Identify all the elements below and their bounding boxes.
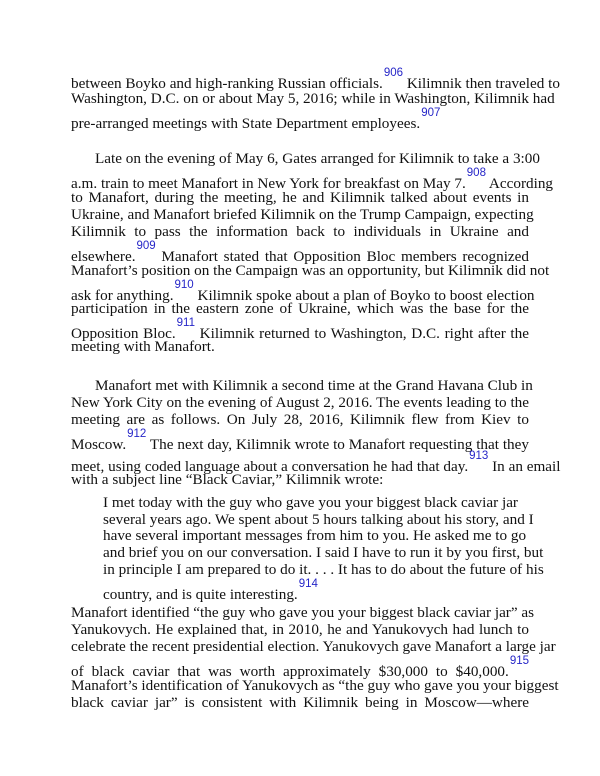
line-text: black caviar jar” is consistent with Kilimnik being in Moscow—where	[71, 694, 529, 711]
text-line	[71, 90, 555, 107]
text-line	[71, 604, 535, 621]
line-text: Manafort met with Kilimnik a second time at the Grand Havana Club in	[95, 377, 533, 394]
text-line	[71, 338, 529, 355]
quote-line	[103, 544, 544, 561]
line-text: Manafort stated that Opposition Bloc members recognized	[155, 248, 529, 266]
line-text: Kilimnik spoke about a plan of Boyko to boost election	[193, 287, 535, 305]
line-text: celebrate the recent presidential election. Yanukovych gave Manafort a large jar	[71, 638, 556, 655]
line-text: Ukraine, and Manafort briefed Kilimnik on the Trump Campaign, expecting	[71, 206, 534, 223]
footnote-ref[interactable]: 913	[469, 450, 489, 462]
text-line	[71, 223, 529, 240]
line-text: a.m. train to meet Manafort in New York for breakfast on May 7.	[71, 175, 466, 193]
text-line	[71, 428, 529, 454]
text-line	[71, 394, 529, 411]
line-text: and brief you on our conversation. I said I have to run it by you first, but	[103, 544, 544, 561]
footnote-ref[interactable]: 912	[127, 428, 147, 440]
text-line	[71, 694, 529, 711]
quote-line	[103, 578, 518, 604]
line-text: country, and is quite interesting.	[103, 586, 298, 604]
line-text: I met today with the guy who gave you your biggest black caviar jar	[103, 494, 518, 511]
line-text: Kilimnik then traveled to	[403, 75, 560, 93]
text-line	[95, 150, 540, 167]
line-text: have several important messages from him to you. He asked me to go	[103, 527, 527, 544]
line-text: in principle I am prepared to do it. . . . It has to do about the future of his	[103, 561, 544, 578]
line-text: Moscow.	[71, 436, 127, 454]
line-text: pre-arranged meetings with State Department employees.	[71, 115, 421, 133]
line-text: meeting are as follows. On July 28, 2016, Kilimnik flew from Kiev to	[71, 411, 529, 428]
footnote-ref[interactable]: 909	[136, 240, 156, 252]
line-text: According	[485, 175, 554, 193]
footnote-ref[interactable]: 907	[421, 107, 441, 119]
line-text: with a subject line “Black Caviar,” Kilimnik wrote:	[71, 471, 384, 488]
text-line	[71, 300, 529, 317]
line-text: Kilimnik returned to Washington, D.C. right after the	[195, 325, 529, 343]
footnote-ref[interactable]: 915	[509, 655, 529, 667]
text-line	[71, 67, 560, 93]
text-line	[71, 107, 529, 133]
line-text: of black caviar that was worth approximately $30,000 to $40,000.	[71, 663, 509, 681]
footnote-ref[interactable]: 908	[466, 167, 486, 179]
line-text: Yanukovych. He explained that, in 2010, he and Yanukovych had lunch to	[71, 621, 529, 638]
line-text: meet, using coded language about a conversation he had that day.	[71, 458, 469, 476]
text-line	[71, 206, 534, 223]
text-line	[71, 262, 550, 279]
text-line	[71, 621, 529, 638]
text-line	[95, 377, 533, 394]
line-text: Late on the evening of May 6, Gates arranged for Kilimnik to take a 3:00	[95, 150, 540, 167]
text-line	[71, 471, 529, 488]
quote-line	[103, 494, 518, 511]
line-text: The next day, Kilimnik wrote to Manafort requesting that they	[146, 436, 529, 454]
line-text: ask for anything.	[71, 287, 174, 305]
line-text: Kilimnik to pass the information back to individuals in Ukraine and	[71, 223, 529, 240]
quote-line	[103, 561, 544, 578]
line-text: to Manafort, during the meeting, he and Kilimnik talked about events in	[71, 189, 529, 206]
line-text: between Boyko and high-ranking Russian officials.	[71, 75, 383, 93]
line-text: Opposition Bloc.	[71, 325, 176, 343]
line-text: Manafort’s identification of Yanukovych as “the guy who gave you your biggest	[71, 677, 559, 694]
footnote-ref[interactable]: 911	[176, 317, 195, 329]
quote-line	[103, 511, 534, 528]
line-text: Manafort identified “the guy who gave you your biggest black caviar jar” as	[71, 604, 535, 621]
footnote-ref[interactable]: 906	[383, 67, 404, 79]
line-text: Manafort’s position on the Campaign was an opportunity, but Kilimnik did not	[71, 262, 550, 279]
line-text: Washington, D.C. on or about May 5, 2016; while in Washington, Kilimnik had	[71, 90, 555, 107]
line-text: elsewhere.	[71, 248, 136, 266]
text-line	[71, 638, 556, 655]
line-text: New York City on the evening of August 2, 2016. The events leading to the	[71, 394, 529, 411]
line-text: In an email	[488, 458, 561, 476]
text-line	[71, 677, 559, 694]
quote-line	[103, 527, 527, 544]
text-line	[71, 411, 529, 428]
footnote-ref[interactable]: 914	[298, 578, 318, 590]
line-text: participation in the eastern zone of Ukraine, which was the base for the	[71, 300, 529, 317]
text-line	[71, 189, 529, 206]
line-text: meeting with Manafort.	[71, 338, 215, 355]
footnote-ref[interactable]: 910	[174, 279, 194, 291]
line-text: several years ago. We spent about 5 hours talking about his story, and I	[103, 511, 534, 528]
